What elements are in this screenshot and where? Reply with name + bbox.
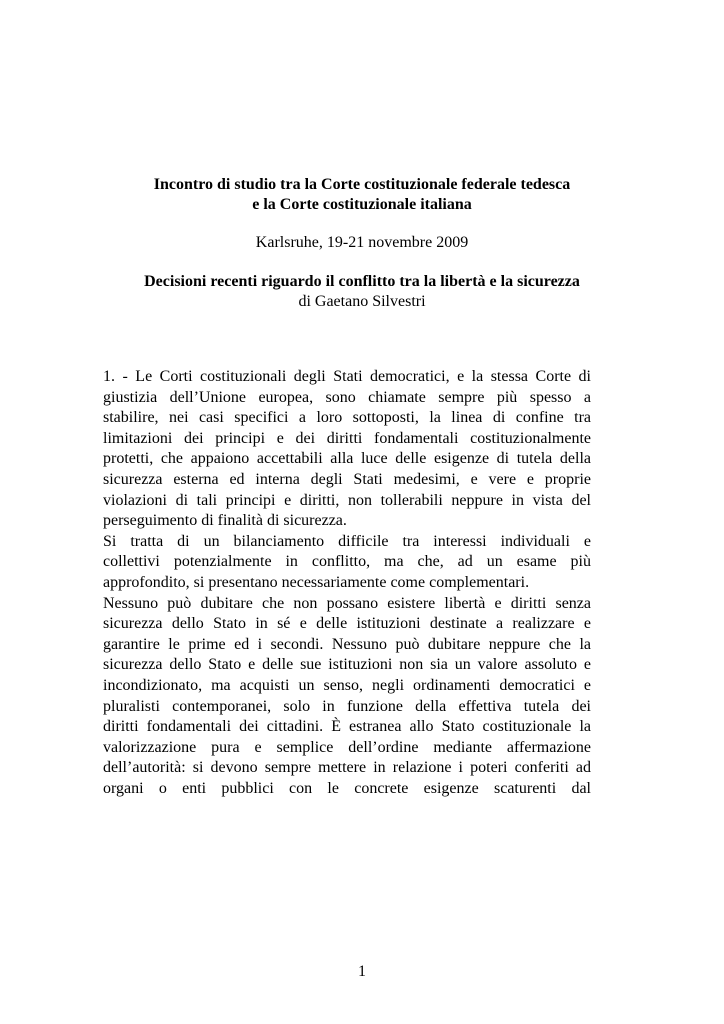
- page-number: 1: [358, 963, 366, 980]
- body-line: incondizionato, ma acquisti un senso, negli ordinamenti democratici e: [103, 676, 591, 694]
- author: di Gaetano Silvestri: [298, 293, 426, 310]
- body-line: sicurezza esterna ed interna degli Stati medesimi, e vere e proprie: [103, 470, 591, 488]
- body-line: collettivi potenzialmente in conflitto, ma che, ad un esame più: [103, 553, 591, 571]
- body-line: protetti, che appaiono accettabili alla luce delle esigenze di tutela della: [103, 450, 591, 468]
- body-line: Si tratta di un bilanciamento difficile tra interessi individuali e: [103, 532, 591, 550]
- body-line: sicurezza dello Stato e delle sue istituzioni non sia un valore assoluto e: [103, 656, 591, 674]
- body-line: Nessuno può dubitare che non possano esistere libertà e diritti senza: [103, 594, 591, 612]
- body-line: sicurezza dello Stato in sé e delle istituzioni destinate a realizzare e: [103, 615, 591, 633]
- paper-title: Decisioni recenti riguardo il conflitto tra la libertà e la sicurezza: [144, 273, 580, 290]
- body-line: diritti fondamentali dei cittadini. È estranea allo Stato costituzionale la: [103, 718, 591, 736]
- body-line: approfondito, si presentano necessariamente come complementari.: [103, 573, 530, 591]
- conference-title-line-2: e la Corte costituzionale italiana: [252, 196, 472, 213]
- body-line: organi o enti pubblici con le concrete esigenze scaturenti dal: [103, 779, 591, 797]
- body-line: 1. - Le Corti costituzionali degli Stati democratici, e la stessa Corte di: [103, 368, 591, 385]
- body-line: perseguimento di finalità di sicurezza.: [103, 512, 347, 530]
- body-line: pluralisti contemporanei, solo in funzione della effettiva tutela dei: [103, 697, 591, 715]
- body-line: violazioni di tali principi e diritti, non tollerabili neppure in vista del: [103, 491, 591, 509]
- body-line: dell’autorità: si devono sempre mettere in relazione i poteri conferiti ad: [103, 759, 591, 777]
- conference-title-line-1: Incontro di studio tra la Corte costituzionale federale tedesca: [153, 176, 571, 193]
- location-date: Karlsruhe, 19-21 novembre 2009: [255, 234, 469, 251]
- body-line: stabilire, nei casi specifici a loro sottoposti, la linea di confine tra: [103, 409, 591, 427]
- body-paragraphs: [103, 367, 591, 799]
- body-line: valorizzazione pura e semplice dell’ordine mediante affermazione: [103, 738, 591, 756]
- body-line: giustizia dell’Unione europea, sono chiamate sempre più spesso a: [103, 388, 591, 406]
- body-line: garantire le prime ed i secondi. Nessuno può dubitare neppure che la: [103, 635, 591, 653]
- body-line: limitazioni dei principi e dei diritti fondamentali costituzionalmente: [103, 429, 591, 447]
